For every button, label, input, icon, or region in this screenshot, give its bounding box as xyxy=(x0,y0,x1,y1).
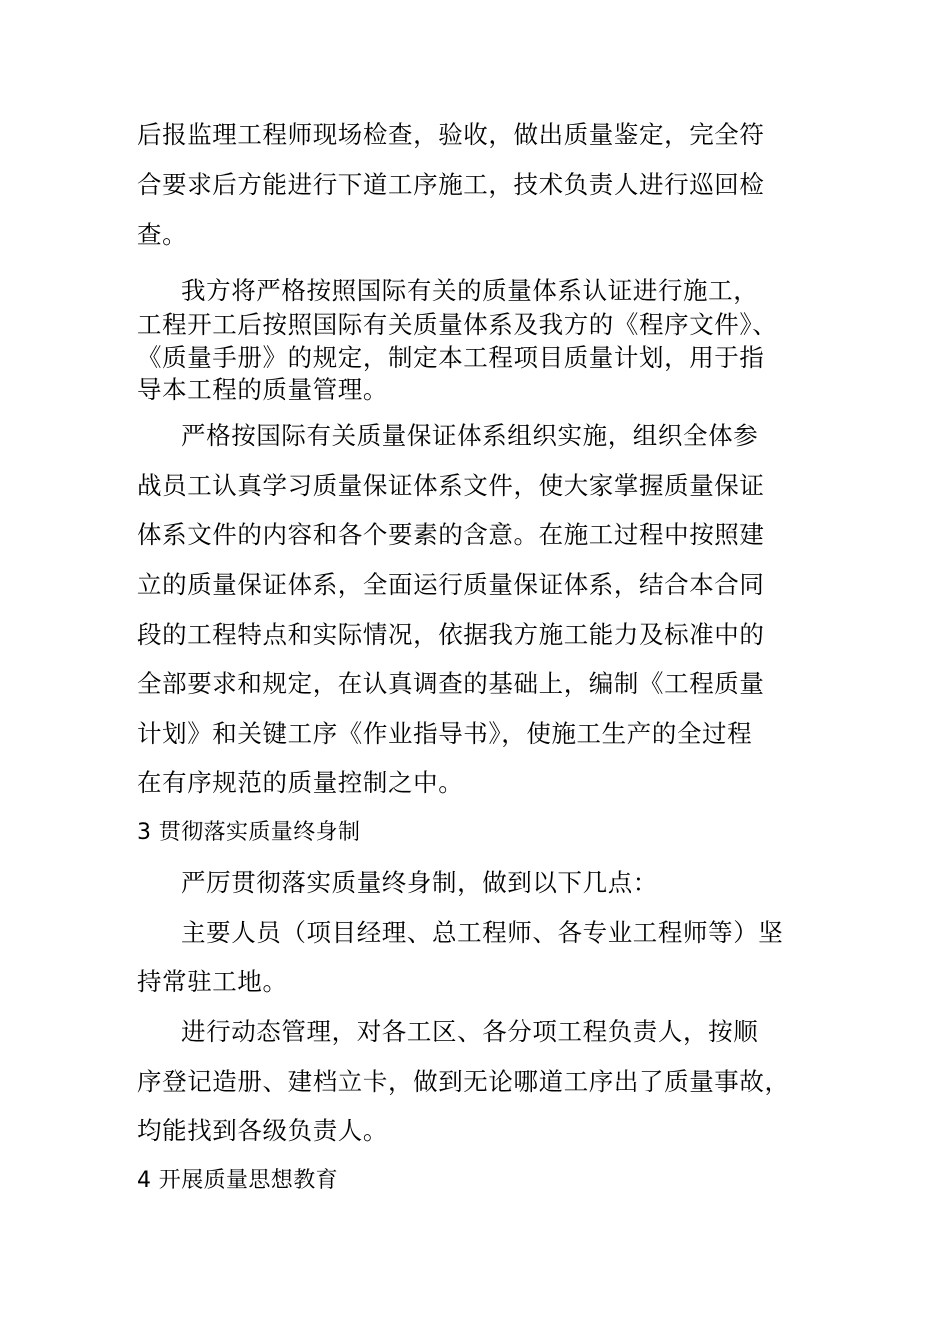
paragraph-implementation-line-7: 计划》和关键工序《作业指导书》，使施工生产的全过程 xyxy=(137,719,753,748)
paragraph-implementation-line-1: 严格按国际有关质量保证体系组织实施，组织全体参 xyxy=(181,421,759,450)
paragraph-inspection-line-2: 合要求后方能进行下道工序施工，技术负责人进行巡回检 xyxy=(137,170,765,199)
paragraph-implementation-line-2: 战员工认真学习质量保证体系文件，使大家掌握质量保证 xyxy=(137,471,765,500)
paragraph-implementation-line-8: 在有序规范的质量控制之中。 xyxy=(137,768,464,797)
paragraph-inspection-line-1: 后报监理工程师现场检查，验收，做出质量鉴定，完全符 xyxy=(137,120,765,149)
paragraph-quality-system-line-1: 我方将严格按照国际有关的质量体系认证进行施工， xyxy=(181,276,759,305)
paragraph-key-personnel-line-2: 持常驻工地。 xyxy=(137,967,288,996)
paragraph-dynamic-management-line-3: 均能找到各级负责人。 xyxy=(137,1116,388,1145)
paragraph-implementation-line-3: 体系文件的内容和各个要素的含意。在施工过程中按照建 xyxy=(137,520,765,549)
paragraph-dynamic-management-line-1: 进行动态管理，对各工区、各分项工程负责人，按顺 xyxy=(181,1017,759,1046)
paragraph-lifetime-intro-line-1: 严厉贯彻落实质量终身制，做到以下几点： xyxy=(181,868,658,897)
paragraph-quality-system-line-3: 《质量手册》的规定，制定本工程项目质量计划，用于指 xyxy=(137,343,765,372)
section-4-heading: 4 开展质量思想教育 xyxy=(137,1168,338,1193)
paragraph-inspection-line-3: 查。 xyxy=(137,220,188,249)
paragraph-key-personnel-line-1: 主要人员（项目经理、总工程师、各专业工程师等）坚 xyxy=(181,918,784,947)
section-3-heading: 3 贯彻落实质量终身制 xyxy=(137,820,361,845)
paragraph-implementation-line-5: 段的工程特点和实际情况，依据我方施工能力及标准中的 xyxy=(137,620,765,649)
paragraph-implementation-line-4: 立的质量保证体系，全面运行质量保证体系，结合本合同 xyxy=(137,570,765,599)
paragraph-implementation-line-6: 全部要求和规定，在认真调查的基础上，编制《工程质量 xyxy=(137,669,765,698)
paragraph-dynamic-management-line-2: 序登记造册、建档立卡，做到无论哪道工序出了质量事故， xyxy=(137,1067,790,1096)
paragraph-quality-system-line-4: 导本工程的质量管理。 xyxy=(137,375,388,404)
paragraph-quality-system-line-2: 工程开工后按照国际有关质量体系及我方的《程序文件》、 xyxy=(137,310,778,339)
